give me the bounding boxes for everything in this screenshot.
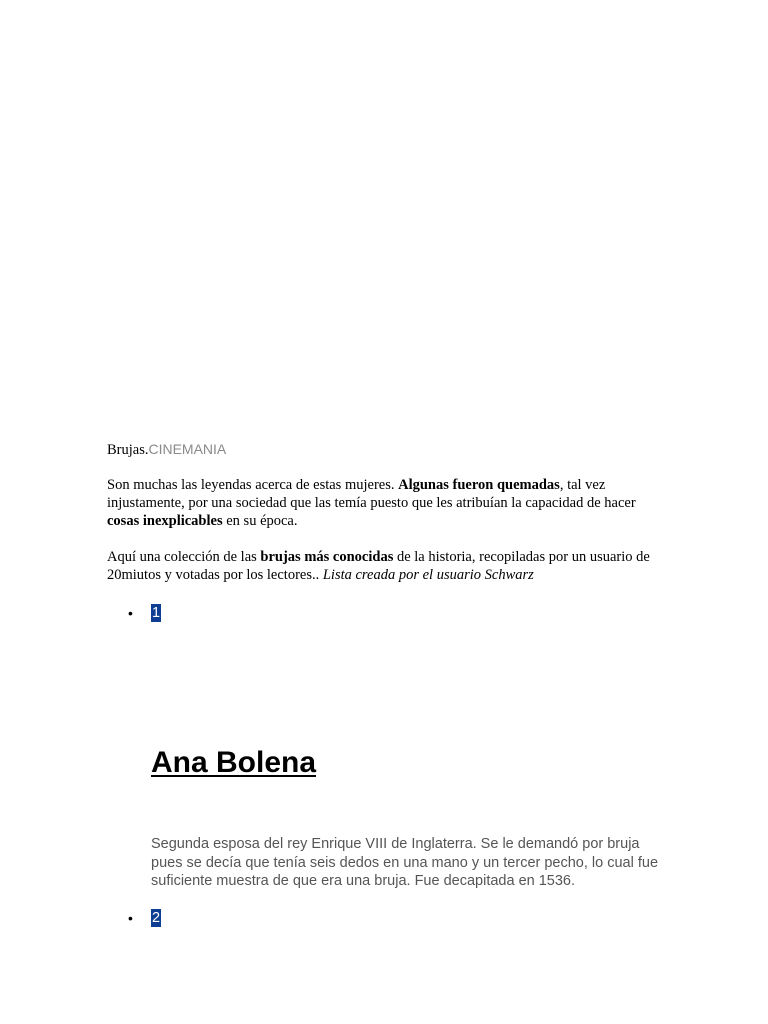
intro-1-bold-a: Algunas fueron quemadas [398, 477, 560, 493]
image-caption [107, 440, 226, 459]
intro-2-text-a: Aquí una colección de las [107, 549, 261, 565]
intro-1-text-a: Son muchas las leyendas acerca de estas mujeres. [107, 477, 399, 493]
list-number[interactable]: 2 [152, 910, 161, 926]
bullet-icon: • [128, 605, 133, 621]
caption-text: Brujas. [107, 442, 149, 458]
intro-paragraph-2 [107, 548, 667, 584]
bullet-icon: • [128, 910, 133, 926]
entry-title[interactable]: Ana Bolena [151, 746, 317, 779]
intro-paragraph-1 [107, 476, 667, 530]
intro-1-bold-b: cosas inexplicables [107, 513, 223, 529]
caption-credit: CINEMANIA [148, 441, 227, 457]
intro-2-italic-credit: Lista creada por el usuario Schwarz [322, 567, 534, 583]
list-number[interactable]: 1 [152, 605, 161, 621]
intro-2-bold-a: brujas más conocidas [260, 549, 394, 565]
entry-description: Segunda esposa del rey Enrique VIII de Inglaterra. Se le demandó por bruja pues se decía que tenía seis dedos en una mano y un tercer pecho, lo cual fue suficiente muestra de que era una bruja. Fue decapitada en 1536. [151, 836, 659, 889]
intro-1-text-c: en su época. [222, 513, 298, 529]
intro-2-text-b: de la historia, recopiladas por un usuario de 20miutos y votadas por los lectores.. [107, 549, 650, 583]
intro-1-text-b: , tal vez injustamente, por una sociedad que las temía puesto que les atribuían la capacidad de hacer [107, 477, 636, 511]
